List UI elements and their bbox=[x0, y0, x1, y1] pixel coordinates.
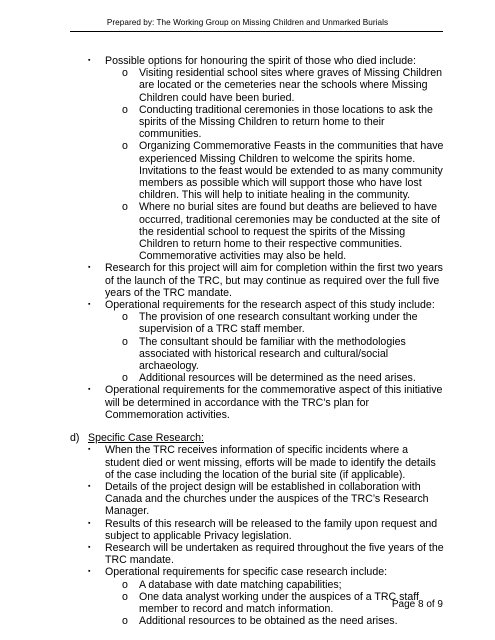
case-research-list bbox=[70, 444, 445, 627]
header-rule bbox=[70, 31, 443, 32]
item-text: Details of the project design will be established in collaboration with Canada and the churches under the auspices of the TRC’s Research Manager. bbox=[105, 480, 429, 518]
item-text: Additional resources to be obtained as the need arises. bbox=[139, 615, 398, 628]
circle-bullet-icon: o bbox=[122, 103, 128, 116]
section-gap bbox=[70, 421, 445, 432]
sub-bullet-item bbox=[122, 311, 445, 335]
bullet-item bbox=[88, 384, 445, 421]
sub-bullet-item bbox=[122, 104, 445, 141]
item-text: Results of this research will be released to the family upon request and subject to applicable Privacy legislation. bbox=[105, 517, 438, 542]
section-label: d) bbox=[70, 432, 80, 445]
bullet-item bbox=[88, 566, 445, 578]
sub-bullet-item bbox=[122, 615, 445, 627]
bullet-item bbox=[88, 299, 445, 311]
item-text: Research will be undertaken as required throughout the five years of the TRC mandate. bbox=[105, 541, 444, 567]
sub-bullet-item bbox=[122, 201, 445, 262]
square-bullet-icon: ▪ bbox=[88, 446, 91, 454]
bullet-item bbox=[88, 518, 445, 542]
document-body bbox=[70, 55, 445, 627]
item-text: Research for this project will aim for completion within the first two years of the launch of the TRC, but may continue as required over the full five years of the TRC mandate. bbox=[105, 262, 443, 299]
item-text: A database with date matching capabilities; bbox=[139, 578, 342, 591]
sub-bullet-item bbox=[122, 372, 445, 384]
bullet-item bbox=[88, 542, 445, 566]
sub-bullet-item bbox=[122, 67, 445, 104]
square-bullet-icon: ▪ bbox=[88, 386, 91, 394]
item-text: One data analyst working under the auspices of a TRC staff member to record and match information. bbox=[139, 590, 419, 615]
item-text: Organizing Commemorative Feasts in the communities that have experienced Missing Children to welcome the spirits home. Invitations to the feast would be extended to as many community members as possible which will support those who have lost children. This will help to initiate healing in the community. bbox=[139, 140, 444, 202]
square-bullet-icon: ▪ bbox=[88, 482, 91, 490]
circle-bullet-icon: o bbox=[122, 140, 128, 153]
item-text: The provision of one research consultant working under the supervision of a TRC staff member. bbox=[139, 311, 418, 336]
sub-bullet-item bbox=[122, 140, 445, 201]
circle-bullet-icon: o bbox=[122, 67, 128, 80]
item-text: The consultant should be familiar with the methodologies associated with historical research and cultural/social archaeology. bbox=[139, 335, 406, 373]
sub-bullet-item bbox=[122, 579, 445, 591]
circle-bullet-icon: o bbox=[122, 311, 128, 324]
circle-bullet-icon: o bbox=[122, 615, 128, 628]
square-bullet-icon: ▪ bbox=[88, 543, 91, 551]
page-number: Page 8 of 9 bbox=[391, 599, 443, 610]
circle-bullet-icon: o bbox=[122, 372, 128, 385]
square-bullet-icon: ▪ bbox=[88, 519, 91, 527]
item-text: Conducting traditional ceremonies in those locations to ask the spirits of the Missing Children to return home to their communities. bbox=[139, 103, 433, 141]
square-bullet-icon: ▪ bbox=[88, 264, 91, 272]
options-list bbox=[70, 55, 445, 421]
page-header: Prepared by: The Working Group on Missing Children and Unmarked Burials bbox=[106, 18, 389, 27]
item-text: Operational requirements for the commemorative aspect of this initiative will be determined in accordance with the TRC’s plan for Commemoration activities. bbox=[105, 384, 443, 421]
circle-bullet-icon: o bbox=[122, 201, 128, 214]
square-bullet-icon: ▪ bbox=[88, 568, 91, 576]
bullet-item bbox=[88, 444, 445, 481]
item-text: Possible options for honouring the spirit of those who died include: bbox=[105, 55, 416, 67]
circle-bullet-icon: o bbox=[122, 578, 128, 591]
bullet-item bbox=[88, 262, 445, 299]
square-bullet-icon: ▪ bbox=[88, 301, 91, 309]
item-text: Visiting residential school sites where graves of Missing Children are located or the cemeteries near the schools where Missing Children could have been buried. bbox=[139, 67, 443, 104]
circle-bullet-icon: o bbox=[122, 335, 128, 348]
bullet-item bbox=[88, 481, 445, 518]
section-heading bbox=[70, 432, 445, 444]
square-bullet-icon: ▪ bbox=[88, 57, 91, 64]
bullet-item bbox=[88, 55, 445, 67]
item-text: When the TRC receives information of specific incidents where a student died or went missing, efforts will be made to identify the details of the case including the location of the burial site (if applicable). bbox=[105, 444, 436, 481]
item-text: Operational requirements for specific case research include: bbox=[105, 566, 388, 579]
sub-bullet-item bbox=[122, 336, 445, 373]
item-text: Operational requirements for the research aspect of this study include: bbox=[105, 299, 435, 312]
item-text: Where no burial sites are found but deaths are believed to have occurred, traditional ceremonies may be conducted at the site of the residential school to request the spirits of the Missing Children to return home to their respective communities. Commemorative activities may also be held. bbox=[139, 201, 440, 263]
section-title: Specific Case Research: bbox=[88, 432, 204, 445]
circle-bullet-icon: o bbox=[122, 590, 128, 603]
item-text: Additional resources will be determined as the need arises. bbox=[139, 372, 416, 385]
